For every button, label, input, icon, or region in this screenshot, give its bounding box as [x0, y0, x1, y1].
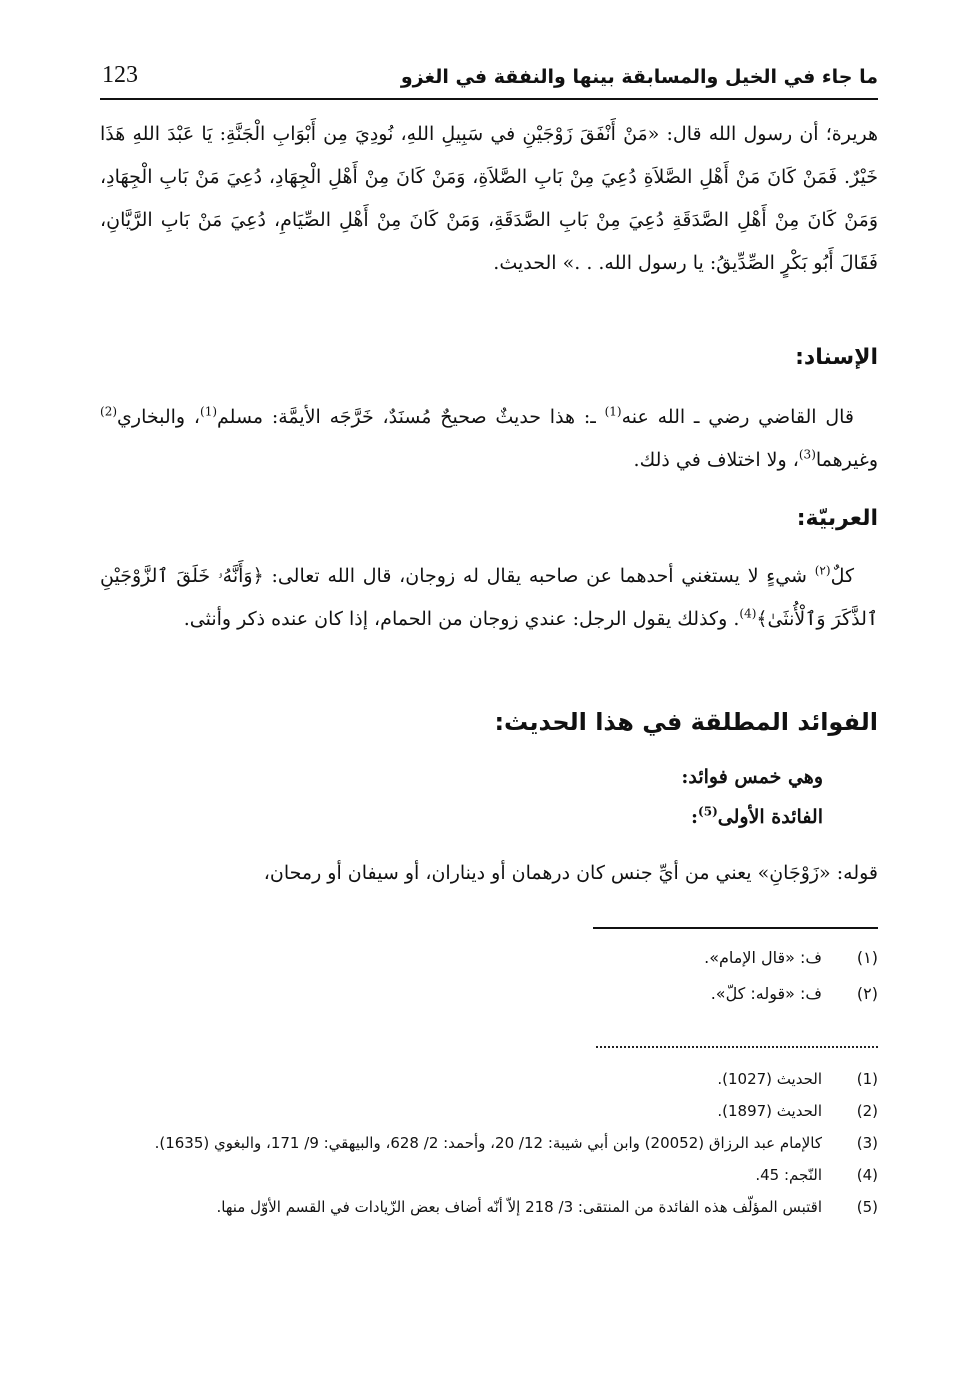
faida-paragraph: قوله: «زَوْجَانِ» يعني من أيِّ جنس كان درهمان أو ديناران، أو سيفان أو رمحان، [263, 862, 878, 884]
heading-fawaid: الفوائد المطلقة في هذا الحديث: [494, 708, 878, 736]
footnote-text: الحديث (1897). [717, 1102, 822, 1120]
dotted-separator [596, 1046, 878, 1048]
header-rule [100, 98, 878, 100]
fawaid-count: وهي خمس فوائد: [681, 766, 823, 788]
first-faida-colon: : [691, 806, 699, 828]
note-number: (٢) [856, 984, 878, 1003]
isnad-text-c: ، والبخاري [117, 406, 200, 428]
note-text: ف: «قال الإمام». [704, 948, 822, 967]
footnote-number: (3) [856, 1134, 878, 1152]
first-faida-label: الفائدة الأولى [717, 806, 823, 828]
footnote-number: (1) [856, 1070, 878, 1088]
isnad-text-a: قال القاضي رضي ـ الله عنه [621, 406, 855, 428]
first-faida-title [691, 806, 823, 828]
footnote-item [100, 1159, 878, 1191]
footnote-text: كالإمام عبد الرزاق (20052) وابن أبي شيبة: 12/ 20، وأحمد: 2/ 628، والبيهقي: 9/ 171، والبغوي (1635). [154, 1134, 822, 1152]
footnote-number: (5) [856, 1198, 878, 1216]
isnad-text-e: ، ولا اختلاف في ذلك. [633, 449, 799, 471]
footnote-item [100, 1095, 878, 1127]
arabiyya-text-c: . وكذلك يقول الرجل: عندي زوجان من الحمام، إذا كان عنده ذكر وأنثى. [183, 608, 740, 630]
hadith-paragraph: هريرة؛ أن رسول الله قال: «مَنْ أَنْفَقَ زَوْجَيْنِ في سَبِيلِ اللهِ، نُودِيَ مِن أَبْوَابِ الْجَنَّةِ: يَا عَبْدَ اللهِ هَذَا خَيْرٌ. فَمَنْ كَانَ مَنْ أَهْلِ الصَّلاَةِ دُعِيَ مِنْ بَابِ الصَّلاَةِ، وَمَنْ كَانَ مِنْ أَهْلِ الْجِهَادِ، دُعِيَ مَنْ بَابِ الْجِهَادِ، وَمَنْ كَانَ مِنْ أَهْلِ الصَّدَقَةِ دُعِيَ مِنْ بَابِ الصَّدَقَةِ، وَمَنْ كَانَ مِنْ أَهْلِ الصِّيَامِ، دُعِيَ مَنْ بَابِ الرَّيَّانِ، فَقَالَ أَبُو بَكْرٍ الصِّدِّيقُ: يا رسول الله. . .» الحديث. [100, 123, 878, 274]
footnote-ref: (1) [604, 404, 622, 419]
footnote-ref: (5) [698, 804, 718, 819]
footnote-item [100, 1127, 878, 1159]
arabiyya-text-a: كلٌ [830, 565, 854, 587]
footnote-number: (2) [856, 1102, 878, 1120]
footnote-text: الحديث (1027). [717, 1070, 822, 1088]
footnote-ref: (1) [200, 404, 218, 419]
footnote-ref: (4) [739, 606, 757, 621]
footnote-rule [593, 927, 878, 929]
footnote-ref: (3) [798, 447, 816, 462]
page-header [100, 64, 878, 98]
arabiyya-paragraph [100, 555, 878, 641]
isnad-text-b: ـ: هذا حديثٌ صحيحٌ مُسنَدٌ، خَرَّجَه الأيمَّة: مسلم [217, 406, 605, 428]
running-title: ما جاء في الخيل والمسابقة بينها والنفقة في الغزو [400, 66, 878, 88]
footnote-item [100, 1063, 878, 1095]
manuscript-notes [100, 940, 878, 1012]
isnad-paragraph [100, 396, 878, 482]
page-number: 123 [102, 62, 138, 88]
footnote-ref: (2) [100, 404, 118, 419]
arabiyya-text-b: شيءٍ لا يستغني أحدهما عن صاحبه يقال له زوجان، قال الله تعالى: ﴿وَأَنَّهُۥ خَلَقَ ٱلزَّوْجَيْنِ ٱلذَّكَرَ وَٱلْأُنثَىٰ﴾ [100, 565, 878, 630]
footnote-text: اقتبس المؤلّف هذه الفائدة من المنتقى: 3/ 218 إلاّ أنّه أضاف بعض الزّيادات في القسم الأوّل منها. [216, 1198, 822, 1216]
footnote-text: النّجم: 45. [755, 1166, 822, 1184]
manuscript-note [100, 976, 878, 1012]
manuscript-note [100, 940, 878, 976]
footnote-ref: (٢) [814, 563, 831, 578]
note-text: ف: «قوله: كلّ». [710, 984, 822, 1003]
footnotes [100, 1063, 878, 1223]
footnote-item [100, 1191, 878, 1223]
footnote-number: (4) [856, 1166, 878, 1184]
heading-isnad: الإسناد: [795, 345, 878, 370]
heading-arabiyya: العربيّة: [796, 506, 878, 531]
isnad-text-d: وغيرهما [815, 449, 878, 471]
note-number: (١) [856, 948, 878, 967]
